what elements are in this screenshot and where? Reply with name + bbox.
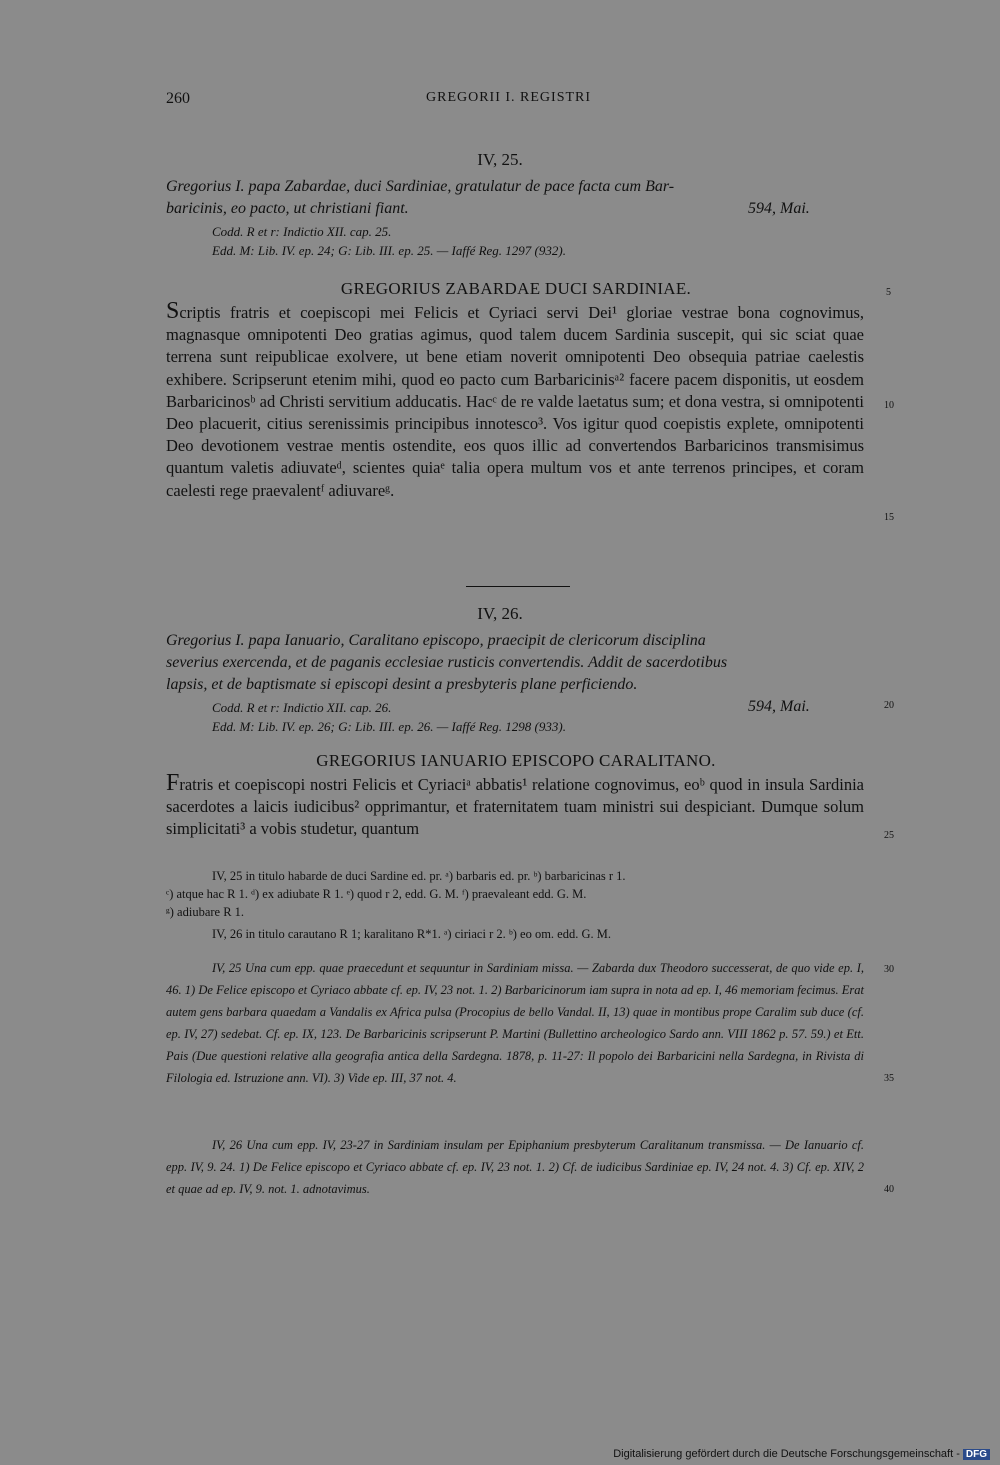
line-number: 10 [884,400,894,411]
regest-line: baricinis, eo pacto, ut christiani fiant. [166,200,409,217]
dfg-logo: DFG [963,1449,990,1460]
regest-line: severius exercenda, et de paganis ecclesiae rusticis convertendis. Addit de sacerdotibus [166,654,728,671]
letter-number: IV, 25. [477,150,523,169]
letter-heading: GREGORIUS IANUARIO EPISCOPO CARALITANO. [316,751,716,770]
letter-number: IV, 26. [477,604,523,623]
line-number: 5 [886,287,891,298]
apparatus-line: IV, 26 in titulo carautano R 1; karalitano R*1. ᵃ) ciriaci r 2. ᵇ) eo om. edd. G. M. [212,927,611,941]
credit-text: Digitalisierung gefördert durch die Deutsche Forschungsgemeinschaft - [613,1448,960,1460]
editions-line: Edd. M: Lib. IV. ep. 26; G: Lib. III. ep. 26. — Iaffé Reg. 1298 (933). [212,719,566,734]
letter-heading: GREGORIUS ZABARDAE DUCI SARDINIAE. [340,279,692,298]
initial-letter: F [166,770,180,796]
historical-notes: IV, 26 Una cum epp. IV, 23-27 in Sardiniam insulam per Epiphanium presbyterum Caralitanum transmissa. — De Ianuario cf. epp. IV, 9. 24. 1) De Felice episcopo et Cyriaco abbate cf. ep. IV, 23 not. 1. 2) Cf. de iudicibus Sardiniae ep. IV, 24 not. 4. 3) Cf. ep. XIV, 2 et quae ad ep. IV, 9. not. 1. adnotavimus. [166,1138,864,1196]
separator-rule [466,586,570,587]
page-number: 260 [166,90,190,107]
historical-notes: IV, 25 Una cum epp. quae praecedunt et sequuntur in Sardiniam missa. — Zabarda dux Theodoro successerat, de quo vide ep. I, 46. 1) De Felice episcopo et Cyriaco abbate cf. ep. IV, 23 not. 1. 2) Barbaricinorum iam supra in nota ad ep. I, 46 memoriam fecimus. Erat autem gens barbara quaedam a Vandalis ex Africa pulsa (Procopius de bello Vandal. II, 13) quae in montibus prope Caralim sub duce (cf. ep. IV, 27) sedebat. Cf. ep. IX, 123. De Barbaricinis scripserunt P. Martini (Bullettino archeologico Sardo ann. VIII 1862 p. 57. 59.) et Ett. Pais (Due questioni relative alla geografia antica della Sardegna. 1878, p. 11-27: Il popolo dei Barbaricini nella Sardegna, in Rivista di Filologia ed. Istruzione ann. VI). 3) Vide ep. III, 37 not. 4. [166,961,864,1085]
running-title: GREGORII I. REGISTRI [426,90,592,105]
line-number: 40 [884,1184,894,1195]
apparatus-line: IV, 25 in titulo habarde de duci Sardine ed. pr. ᵃ) barbaris ed. pr. ᵇ) barbaricinas r 1. [212,869,626,883]
regest-line: lapsis, et de baptismate si episcopi desint a presbyteris plane perficiendo. [166,676,638,693]
line-number: 30 [884,964,894,975]
line-number: 15 [884,512,894,523]
editions-line: Edd. M: Lib. IV. ep. 24; G: Lib. III. ep. 25. — Iaffé Reg. 1297 (932). [212,243,566,258]
line-number: 25 [884,830,894,841]
line-number: 35 [884,1073,894,1084]
apparatus-line: ᵍ) adiubare R 1. [166,905,245,919]
letter-text [166,770,864,841]
initial-letter: S [166,298,180,324]
letter-date: 594, Mai. [748,698,810,715]
codices-line: Codd. R et r: Indictio XII. cap. 26. [212,700,392,715]
regest-line: Gregorius I. papa Zabardae, duci Sardiniae, gratulatur de pace facta cum Bar- [166,178,675,195]
line-number: 20 [884,700,894,711]
letter-date: 594, Mai. [748,200,810,217]
codices-line: Codd. R et r: Indictio XII. cap. 25. [212,224,392,239]
digitization-credit [613,1448,990,1460]
regest-line: Gregorius I. papa Ianuario, Caralitano episcopo, praecipit de clericorum disciplina [166,632,706,649]
letter-body: ratris et coepiscopi nostri Felicis et Cyriaciᵃ abbatis¹ relatione cognovimus, eoᵇ quod in insula Sardinia sacerdotes a laicis iudicibus² opprimantur, et fraternitatem tuam ministri sui despiciant. Dumque solum simplicitati³ a vobis studetur, quantum [166,775,864,839]
letter-body: criptis fratris et coepiscopi mei Felicis et Cyriaci servi Dei¹ gloriae vestrae bona cognovimus, magnasque omnipotenti Deo gratias agimus, quod talem ducem Sardinia suscepit, qui sic sciat quae terrena sunt reipublicae exolvere, ut bene etiam noverit omnipotenti Deo obsequia patriae caelestis exhibere. Scripserunt etenim mihi, quod eo pacto cum Barbaricinisᵃ² facere pacem disponitis, ut eosdem Barbaricinosᵇ ad Christi servitium adducatis. Hacᶜ de re valde laetatus sum; et dona vestra, si omnipotenti Deo placuerit, citius serenissimis principibus innotesco³. Vos igitur quod coepistis explete, omnipotenti Deo devotionem vestrae mentis ostendite, eos quos illic ad convertendos Barbaricinos transmisimus quantum valetis adiuvateᵈ, scientes quiaᵉ talia opera multum vos et ante terrenos principes, et coram caelesti rege praevalentᶠ adiuvareᵍ. [166,303,864,500]
letter-text [166,298,864,502]
apparatus-line: ᶜ) atque hac R 1. ᵈ) ex adiubate R 1. ᵉ) quod r 2, edd. G. M. ᶠ) praevaleant edd. G. M. [166,887,587,901]
